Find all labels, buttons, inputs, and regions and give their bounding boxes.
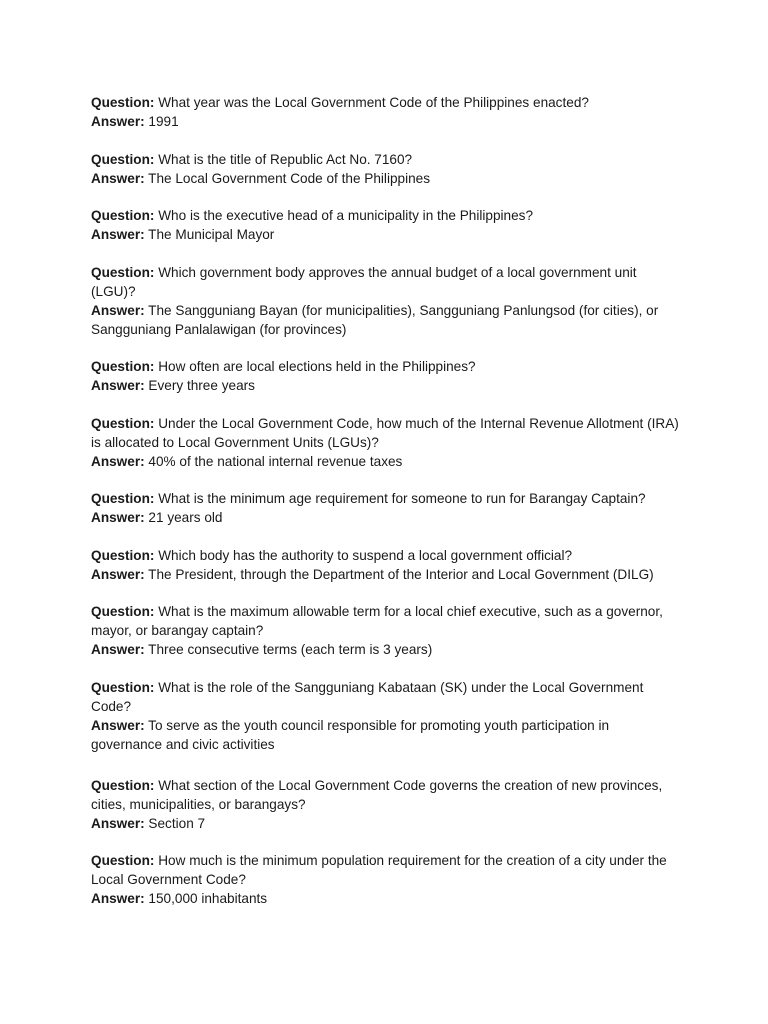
answer-line bbox=[91, 376, 681, 395]
question-line bbox=[91, 357, 681, 376]
answer-line bbox=[91, 508, 681, 527]
question-line bbox=[91, 489, 681, 508]
answer-text: 40% of the national internal revenue taxes bbox=[148, 453, 403, 469]
question-text: What is the maximum allowable term for a local chief executive, such as a governor, mayor, or barangay captain? bbox=[91, 604, 663, 638]
question-text: What is the minimum age requirement for someone to run for Barangay Captain? bbox=[158, 491, 646, 506]
answer-line bbox=[91, 640, 681, 659]
question-text: What year was the Local Government Code of the Philippines enacted? bbox=[158, 95, 589, 110]
answer-label: Answer: bbox=[91, 891, 145, 906]
qa-item bbox=[91, 602, 681, 659]
answer-label: Answer: bbox=[91, 114, 145, 129]
question-line bbox=[91, 150, 681, 169]
question-label: Question: bbox=[91, 359, 155, 374]
question-text: Under the Local Government Code, how much of the Internal Revenue Allotment (IRA) is allocated to Local Government Units (LGUs)? bbox=[91, 415, 679, 450]
answer-line bbox=[91, 169, 681, 188]
answer-label: Answer: bbox=[91, 642, 145, 657]
question-label: Question: bbox=[91, 547, 155, 563]
answer-label: Answer: bbox=[91, 227, 145, 242]
question-line bbox=[91, 263, 681, 301]
answer-text: 150,000 inhabitants bbox=[148, 891, 268, 906]
question-text: What is the title of Republic Act No. 7160? bbox=[158, 151, 413, 167]
answer-line bbox=[91, 225, 681, 244]
answer-label: Answer: bbox=[91, 510, 145, 525]
qa-item bbox=[91, 263, 681, 339]
answer-label: Answer: bbox=[91, 170, 145, 186]
answer-line bbox=[91, 112, 681, 131]
answer-text: The President, through the Department of the Interior and Local Government (DILG) bbox=[148, 566, 654, 582]
question-label: Question: bbox=[91, 264, 155, 280]
answer-line bbox=[91, 716, 681, 754]
question-text: What is the role of the Sangguniang Kabataan (SK) under the Local Government Code? bbox=[91, 679, 644, 714]
question-text: What section of the Local Government Code governs the creation of new provinces, cities, municipalities, or barangays? bbox=[91, 777, 663, 812]
question-label: Question: bbox=[91, 679, 155, 695]
qa-item bbox=[91, 357, 681, 395]
answer-text: 1991 bbox=[148, 114, 179, 129]
qa-item bbox=[91, 546, 681, 584]
answer-line bbox=[91, 565, 681, 584]
qa-item bbox=[91, 150, 681, 188]
answer-text: Three consecutive terms (each term is 3 years) bbox=[148, 642, 433, 657]
answer-label: Answer: bbox=[91, 378, 145, 393]
question-line bbox=[91, 776, 681, 814]
question-label: Question: bbox=[91, 415, 155, 431]
answer-label: Answer: bbox=[91, 302, 145, 318]
answer-label: Answer: bbox=[91, 717, 145, 733]
question-label: Question: bbox=[91, 604, 155, 619]
answer-text: The Local Government Code of the Philippines bbox=[148, 170, 431, 186]
answer-label: Answer: bbox=[91, 815, 145, 831]
question-text: Which government body approves the annual budget of a local government unit (LGU)? bbox=[91, 264, 637, 299]
question-line bbox=[91, 851, 681, 889]
question-line bbox=[91, 206, 681, 225]
answer-text: Every three years bbox=[148, 378, 255, 393]
question-label: Question: bbox=[91, 208, 155, 223]
qa-item bbox=[91, 93, 681, 131]
question-label: Question: bbox=[91, 853, 155, 868]
answer-text: The Sangguniang Bayan (for municipalities), Sangguniang Panlungsod (for cities), or Sangguniang Panlalawigan (for provinces) bbox=[91, 302, 659, 337]
question-label: Question: bbox=[91, 777, 155, 793]
qa-item bbox=[91, 414, 681, 471]
question-line bbox=[91, 93, 681, 112]
question-label: Question: bbox=[91, 95, 155, 110]
answer-line bbox=[91, 301, 681, 339]
question-line bbox=[91, 546, 681, 565]
qa-item bbox=[91, 776, 681, 833]
question-text: Who is the executive head of a municipality in the Philippines? bbox=[158, 208, 534, 223]
question-label: Question: bbox=[91, 151, 155, 167]
answer-line bbox=[91, 814, 681, 833]
answer-line bbox=[91, 889, 681, 908]
question-text: Which body has the authority to suspend a local government official? bbox=[158, 547, 573, 563]
qa-item bbox=[91, 851, 681, 908]
answer-text: 21 years old bbox=[148, 510, 223, 525]
answer-text: To serve as the youth council responsible for promoting youth participation in governance and civic activities bbox=[91, 717, 610, 752]
question-text: How much is the minimum population requirement for the creation of a city under the Local Government Code? bbox=[91, 853, 667, 887]
qa-item bbox=[91, 678, 681, 754]
question-line bbox=[91, 602, 681, 640]
question-text: How often are local elections held in the Philippines? bbox=[158, 359, 476, 374]
answer-text: The Municipal Mayor bbox=[148, 227, 275, 242]
question-line bbox=[91, 414, 681, 452]
question-label: Question: bbox=[91, 491, 155, 506]
qa-list bbox=[91, 93, 681, 927]
answer-line bbox=[91, 452, 681, 471]
answer-label: Answer: bbox=[91, 453, 145, 469]
qa-item bbox=[91, 489, 681, 527]
question-line bbox=[91, 678, 681, 716]
qa-item bbox=[91, 206, 681, 244]
answer-label: Answer: bbox=[91, 566, 145, 582]
answer-text: Section 7 bbox=[148, 815, 206, 831]
